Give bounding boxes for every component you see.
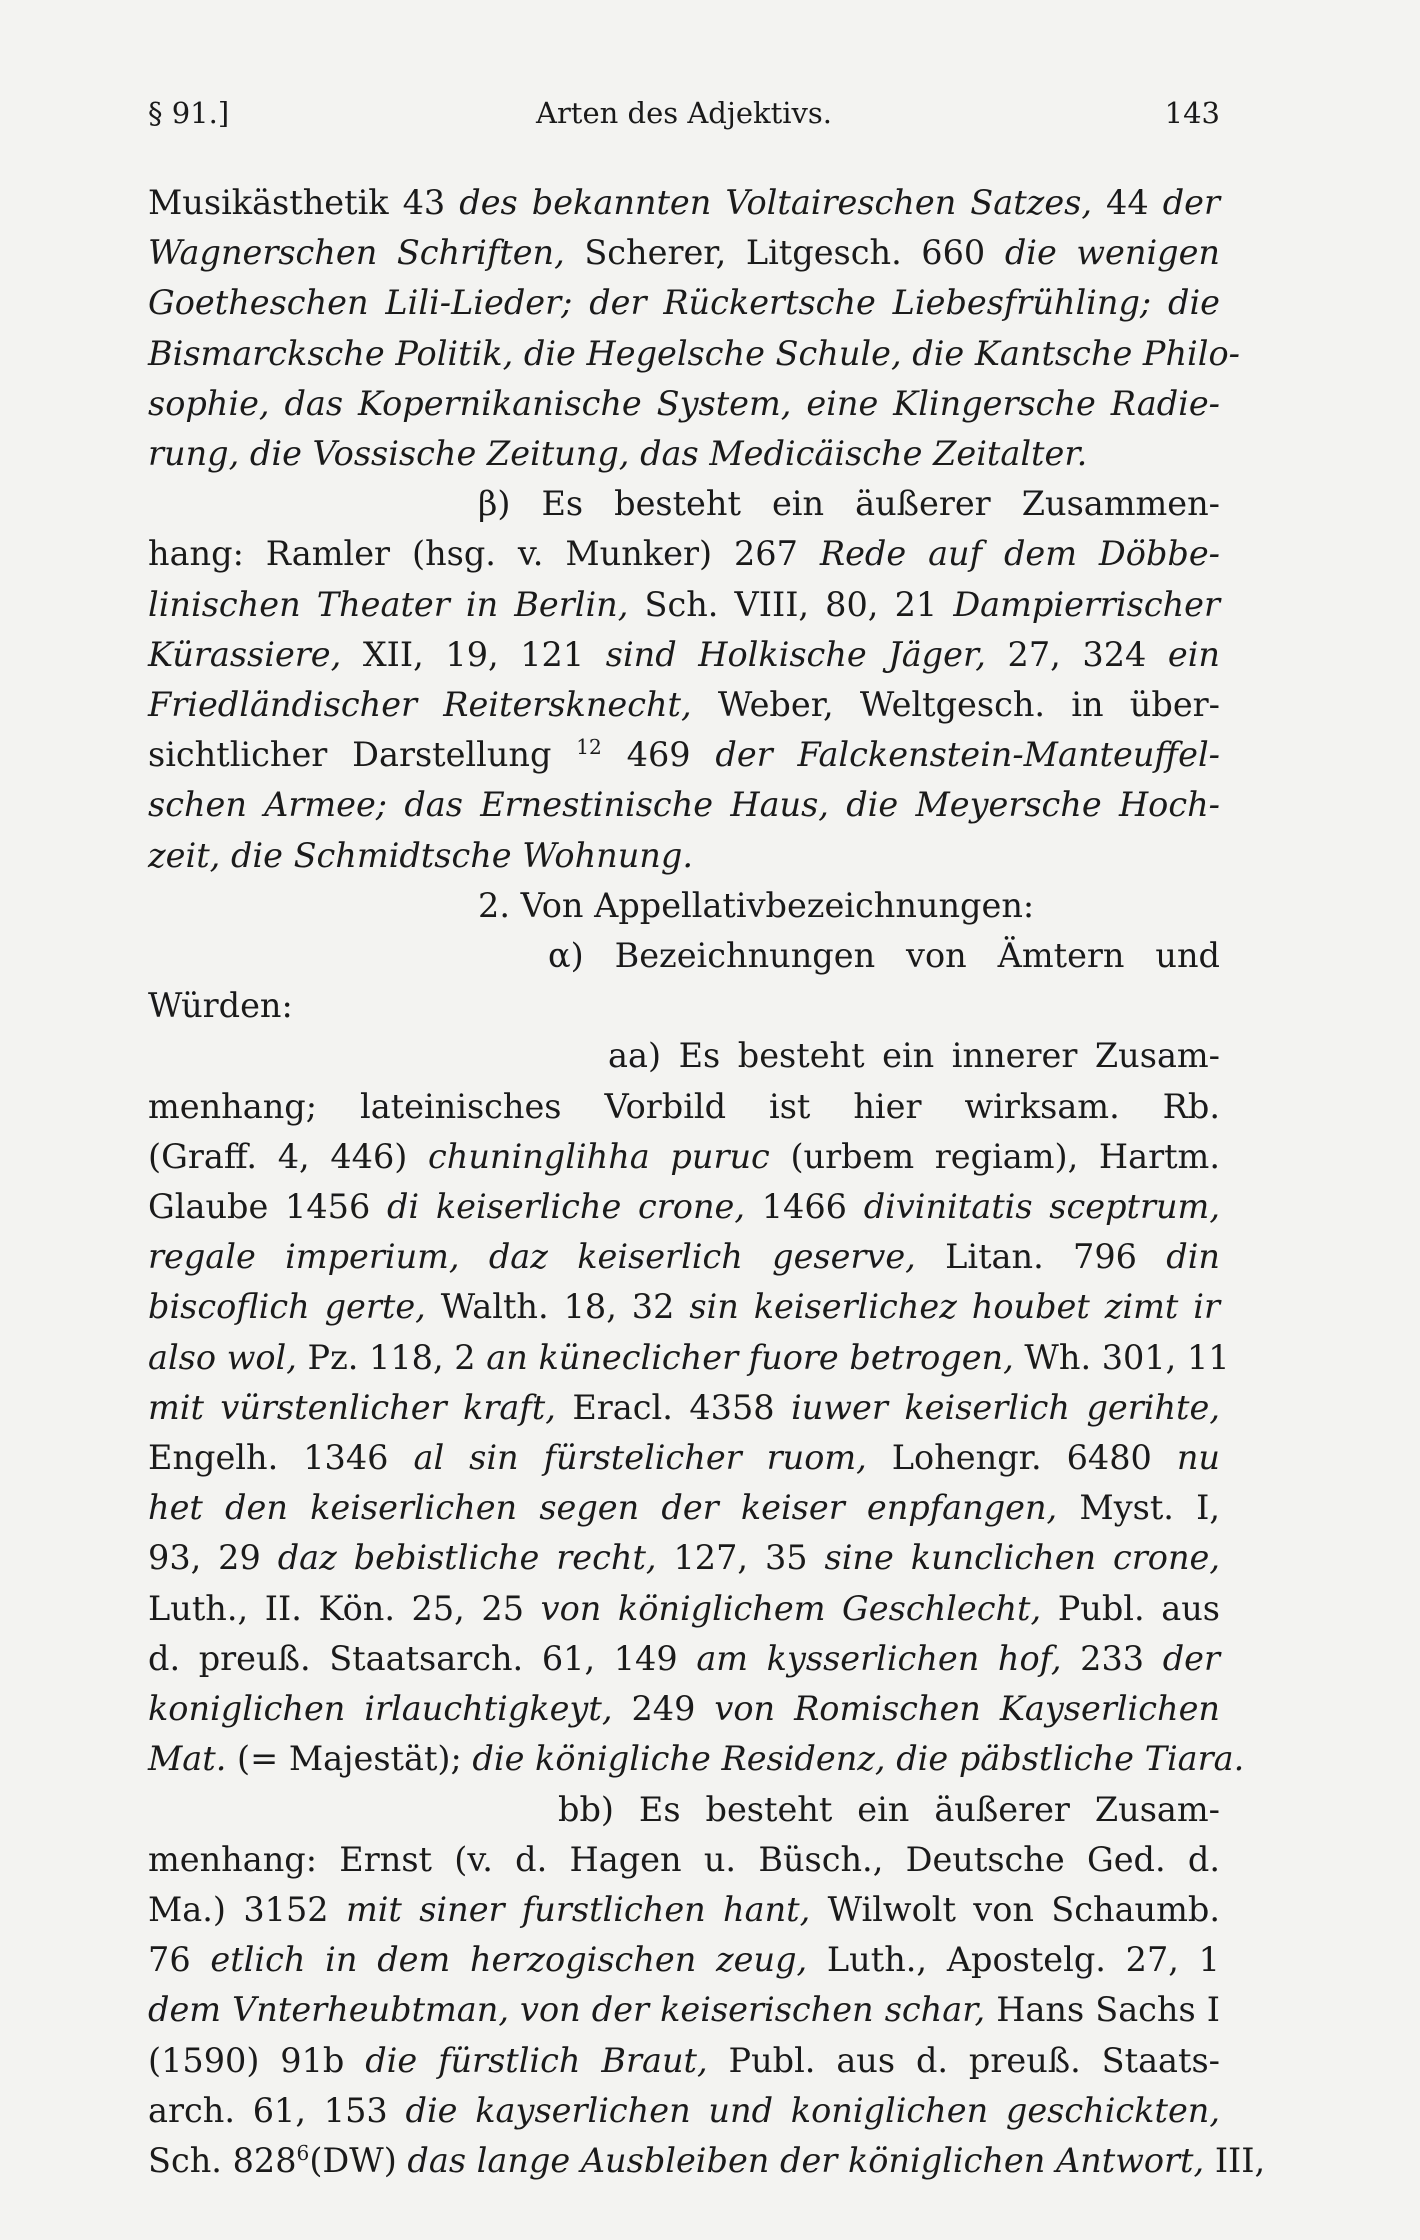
- italic-quote: divinitatis sceptrum,: [863, 1187, 1220, 1227]
- italic-quote: Mat.: [148, 1739, 227, 1779]
- italic-quote: zeit, die Schmidtsche Wohnung.: [148, 835, 693, 875]
- text-run: (DW): [309, 2140, 408, 2180]
- text-line: [148, 1132, 1220, 1182]
- italic-quote: Dampierrischer: [953, 584, 1221, 624]
- italic-quote: mit vürstenlicher kraft,: [148, 1387, 556, 1427]
- italic-quote: Rede auf dem Döbbe-: [819, 534, 1220, 574]
- text-run: (1590) 91b: [148, 2040, 366, 2080]
- italic-quote: also wol,: [148, 1337, 297, 1377]
- text-line: [148, 2086, 1220, 2136]
- text-run: α) Bezeichnungen von Ämtern und: [548, 936, 1220, 976]
- italic-quote: di keiserliche crone,: [386, 1187, 745, 1227]
- italic-quote: regale imperium, daz keiserlich geserve,: [148, 1237, 916, 1277]
- text-run: bb) Es besteht ein äußerer Zusam-: [558, 1789, 1220, 1829]
- text-run: Luth., Apostelg. 27, 1: [807, 1940, 1220, 1980]
- text-run: 2. Von Appellativbezeichnungen:: [478, 885, 1035, 925]
- text-line: [148, 1031, 1220, 1081]
- text-line: [148, 178, 1220, 228]
- text-run: 469: [601, 735, 716, 775]
- text-line: [148, 2136, 1266, 2186]
- italic-quote: iuwer keiserlich gerihte,: [791, 1387, 1220, 1427]
- text-line: [148, 1182, 1220, 1232]
- text-line: [148, 1634, 1220, 1684]
- text-run: menhang: Ernst (v. d. Hagen u. Büsch., Deutsche Ged. d.: [148, 1839, 1220, 1879]
- running-head: [148, 96, 1220, 136]
- text-run: Litan. 796: [915, 1237, 1167, 1277]
- italic-quote: die kayserlichen und koniglichen geschickten,: [405, 2090, 1220, 2130]
- italic-quote: Wagnerschen Schriften,: [148, 233, 565, 273]
- text-run: Walth. 18, 32: [425, 1287, 690, 1327]
- italic-quote: Goetheschen Lili-Lieder; der Rückertsche Liebesfrühling; die: [148, 283, 1220, 323]
- italic-quote: schen Armee; das Ernestinische Haus, die Meyersche Hoch-: [148, 785, 1220, 825]
- italic-quote: sind Holkische Jäger,: [605, 634, 986, 674]
- text-run: 27, 324: [985, 634, 1168, 674]
- italic-quote: nu: [1176, 1438, 1220, 1478]
- text-line: [148, 479, 1220, 529]
- italic-quote: sophie, das Kopernikanische System, eine Klingersche Radie-: [148, 383, 1220, 423]
- text-line: [148, 329, 1240, 379]
- italic-quote: al sin fürstelicher ruom,: [413, 1438, 867, 1478]
- text-line: [148, 1835, 1220, 1885]
- text-run: (Graff. 4, 446): [148, 1136, 428, 1176]
- italic-quote: des bekannten Voltaireschen Satzes,: [459, 183, 1092, 222]
- text-run: Hans Sachs I: [985, 1990, 1220, 2030]
- text-line: [148, 1935, 1220, 1985]
- text-run: Engelh. 1346: [148, 1438, 414, 1478]
- text-run: 93, 29: [148, 1538, 278, 1578]
- page-number: 143: [1164, 96, 1220, 130]
- section-reference: § 91.]: [148, 96, 230, 130]
- text-line: [148, 580, 1220, 630]
- italic-quote: ein: [1167, 634, 1221, 674]
- text-run: 76: [148, 1940, 211, 1980]
- italic-quote: der: [1162, 1638, 1221, 1678]
- italic-quote: der Falckenstein-Manteuffel-: [715, 735, 1220, 775]
- italic-quote: etlich in dem herzogischen zeug,: [210, 1940, 808, 1980]
- text-line: [148, 931, 1220, 981]
- text-run: (= Majestät);: [226, 1739, 473, 1779]
- text-run: aa) Es besteht ein innerer Zusam-: [608, 1036, 1220, 1076]
- italic-quote: an küneclicher fuore betrogen,: [486, 1337, 1014, 1377]
- italic-quote: rung, die Vossische Zeitung, das Medicäische Zeitalter.: [148, 434, 1088, 474]
- italic-quote: het den keiserlichen segen der keiser enpfangen,: [148, 1488, 1058, 1528]
- text-line: [148, 1333, 1230, 1383]
- text-run: Scherer, Litgesch. 660: [564, 233, 1005, 273]
- italic-quote: die wenigen: [1004, 233, 1220, 273]
- text-run: Glaube 1456: [148, 1187, 387, 1227]
- italic-quote: Friedländischer Reitersknecht,: [148, 685, 692, 725]
- footnote-marker: 12: [576, 735, 602, 760]
- italic-quote: chuninglihha puruc: [428, 1136, 770, 1176]
- body-text: [148, 178, 1266, 2186]
- text-line: [148, 780, 1220, 830]
- text-run: arch. 61, 153: [148, 2090, 406, 2130]
- text-run: Sch. VIII, 80, 21: [628, 584, 954, 624]
- text-run: Weber, Weltgesch. in über-: [691, 685, 1220, 725]
- text-line: [148, 1684, 1220, 1734]
- text-run: Luth., II. Kön. 25, 25: [148, 1588, 541, 1628]
- text-run: β) Es besteht ein äußerer Zusammen-: [478, 484, 1220, 524]
- text-line: [148, 831, 1220, 881]
- text-line: [148, 1985, 1220, 2035]
- italic-quote: biscoflich gerte,: [148, 1287, 426, 1327]
- italic-quote: mit siner furstlichen hant,: [345, 1889, 811, 1929]
- italic-quote: das lange Ausbleiben der königlichen Antwort,: [407, 2140, 1205, 2180]
- text-run: sichtlicher Darstellung: [148, 735, 577, 775]
- text-run: III,: [1204, 2140, 1266, 2180]
- text-line: [148, 1282, 1220, 1332]
- text-run: Lohengr. 6480: [866, 1438, 1177, 1478]
- italic-quote: Kürassiere,: [148, 634, 342, 674]
- italic-quote: von Romischen Kayserlichen: [714, 1689, 1220, 1729]
- text-run: Wh. 301, 11: [1013, 1337, 1230, 1377]
- italic-quote: am kysserlichen hof,: [696, 1638, 1062, 1678]
- text-line: [148, 228, 1220, 278]
- text-run: menhang; lateinisches Vorbild ist hier wirksam. Rb.: [148, 1086, 1220, 1126]
- italic-quote: dem Vnterheubtman, von der keiserischen schar,: [148, 1990, 986, 2030]
- text-line: [148, 1433, 1220, 1483]
- text-line: [148, 680, 1220, 730]
- text-run: 44: [1092, 183, 1163, 222]
- text-run: Wilwolt von Schaumb.: [810, 1889, 1220, 1929]
- running-title: Arten des Adjektivs.: [536, 96, 832, 130]
- text-line: [148, 630, 1220, 680]
- text-run: d. preuß. Staatsarch. 61, 149: [148, 1638, 697, 1678]
- text-run: Eracl. 4358: [555, 1387, 792, 1427]
- text-line: [148, 1232, 1220, 1282]
- text-line: [148, 1734, 1245, 1784]
- text-run: Sch. 828: [148, 2140, 297, 2180]
- text-line: [148, 1785, 1220, 1835]
- text-run: Publ. aus d. preuß. Staats-: [707, 2040, 1220, 2080]
- italic-quote: die königliche Residenz, die päbstliche Tiara.: [472, 1739, 1245, 1779]
- text-line: [148, 1885, 1220, 1935]
- text-line: [148, 278, 1220, 328]
- text-run: 1466: [745, 1187, 864, 1227]
- italic-quote: linischen Theater in Berlin,: [148, 584, 629, 624]
- text-run: 127, 35: [656, 1538, 825, 1578]
- italic-quote: die fürstlich Braut,: [365, 2040, 708, 2080]
- text-line: [148, 2036, 1220, 2086]
- text-line: [148, 1082, 1220, 1132]
- text-run: Publ. aus: [1041, 1588, 1220, 1628]
- text-line: [148, 881, 1220, 931]
- text-run: XII, 19, 121: [341, 634, 606, 674]
- text-run: Musikästhetik 43: [148, 183, 460, 222]
- text-line: [148, 981, 1220, 1031]
- text-run: 233: [1061, 1638, 1163, 1678]
- text-run: (urbem regiam), Hartm.: [769, 1136, 1220, 1176]
- text-run: 249: [612, 1689, 715, 1729]
- text-run: hang: Ramler (hsg. v. Munker) 267: [148, 534, 820, 574]
- italic-quote: sine kunclichen crone,: [824, 1538, 1220, 1578]
- text-run: Würden:: [148, 986, 293, 1026]
- italic-quote: daz bebistliche recht,: [277, 1538, 657, 1578]
- text-run: Ma.) 3152: [148, 1889, 346, 1929]
- text-line: [148, 1383, 1220, 1433]
- text-line: [148, 1584, 1220, 1634]
- text-line: [148, 1533, 1220, 1583]
- text-line: [148, 529, 1220, 579]
- italic-quote: der: [1162, 183, 1220, 222]
- italic-quote: von königlichem Geschlecht,: [540, 1588, 1042, 1628]
- italic-quote: sin keiserlichez houbet zimt ir: [689, 1287, 1220, 1327]
- text-line: [148, 730, 1220, 780]
- text-run: Pz. 118, 2: [296, 1337, 487, 1377]
- italic-quote: koniglichen irlauchtigkeyt,: [148, 1689, 613, 1729]
- footnote-marker: 6: [296, 2140, 310, 2165]
- text-run: Myst. I,: [1057, 1488, 1220, 1528]
- text-line: [148, 429, 1220, 479]
- italic-quote: din: [1166, 1237, 1220, 1277]
- text-line: [148, 379, 1220, 429]
- italic-quote: Bismarcksche Politik, die Hegelsche Schule, die Kantsche Philo-: [148, 333, 1240, 373]
- text-line: [148, 1483, 1220, 1533]
